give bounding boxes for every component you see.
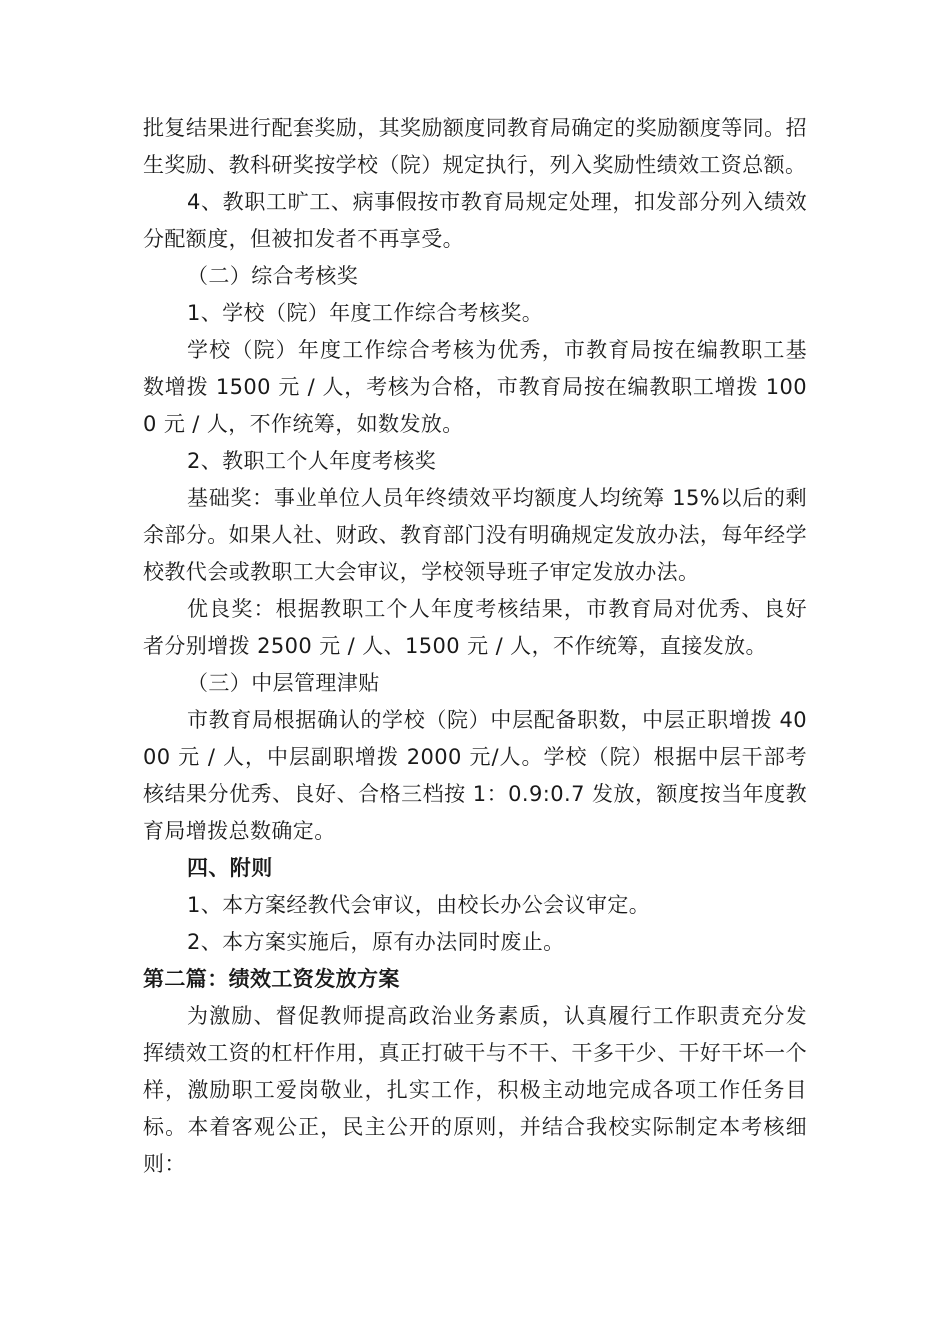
section-heading-comprehensive-award: （二）综合考核奖 (187, 264, 359, 288)
paragraph-management-allowance: 市教育局根据确认的学校（院）中层配备职数，中层正职增拨 4000 元 / 人，中层副职增拨 2000 元/人。学校（院）根据中层干部考核结果分优秀、良好、合格三档按 1：0.9:0.7 发放，额度按当年度教育局增拨总数确定。 (143, 708, 807, 843)
chapter-title: 第二篇：绩效工资发放方案 (143, 967, 400, 991)
section-heading-supplementary: 四、附则 (187, 856, 273, 880)
paragraph-supplementary-1: 1、本方案经教代会审议，由校长办公会议审定。 (187, 893, 651, 917)
paragraph-school-award: 学校（院）年度工作综合考核为优秀，市教育局按在编教职工基数增拨 1500 元 / 人，考核为合格，市教育局按在编教职工增拨 1000 元 / 人，不作统筹，如数发放。 (143, 338, 807, 436)
subheading-school-award: 1、学校（院）年度工作综合考核奖。 (187, 301, 544, 325)
paragraph-item-4: 4、教职工旷工、病事假按市教育局规定处理，扣发部分列入绩效分配额度，但被扣发者不再享受。 (143, 190, 807, 251)
paragraph-merit-award: 优良奖：根据教职工个人年度考核结果，市教育局对优秀、良好者分别增拨 2500 元 / 人、1500 元 / 人，不作统筹，直接发放。 (143, 597, 807, 658)
paragraph-base-award: 基础奖：事业单位人员年终绩效平均额度人均统筹 15%以后的剩余部分。如果人社、财政、教育部门没有明确规定发放办法，每年经学校教代会或教职工大会审议，学校领导班子审定发放办法。 (143, 486, 807, 584)
paragraph-intro: 为激励、督促教师提高政治业务素质，认真履行工作职责充分发挥绩效工资的杠杆作用，真正打破干与不干、干多干少、干好干坏一个样，激励职工爱岗敬业，扎实工作，积极主动地完成各项工作任务目标。本着客观公正，民主公开的原则，并结合我校实际制定本考核细则： (143, 1004, 807, 1176)
section-heading-management-allowance: （三）中层管理津贴 (187, 671, 380, 695)
subheading-individual-award: 2、教职工个人年度考核奖 (187, 449, 437, 473)
document-body (143, 110, 807, 1183)
paragraph-supplementary-2: 2、本方案实施后，原有办法同时废止。 (187, 930, 565, 954)
paragraph-continuation: 批复结果进行配套奖励，其奖励额度同教育局确定的奖励额度等同。招生奖励、教科研奖按学校（院）规定执行，列入奖励性绩效工资总额。 (143, 116, 807, 177)
